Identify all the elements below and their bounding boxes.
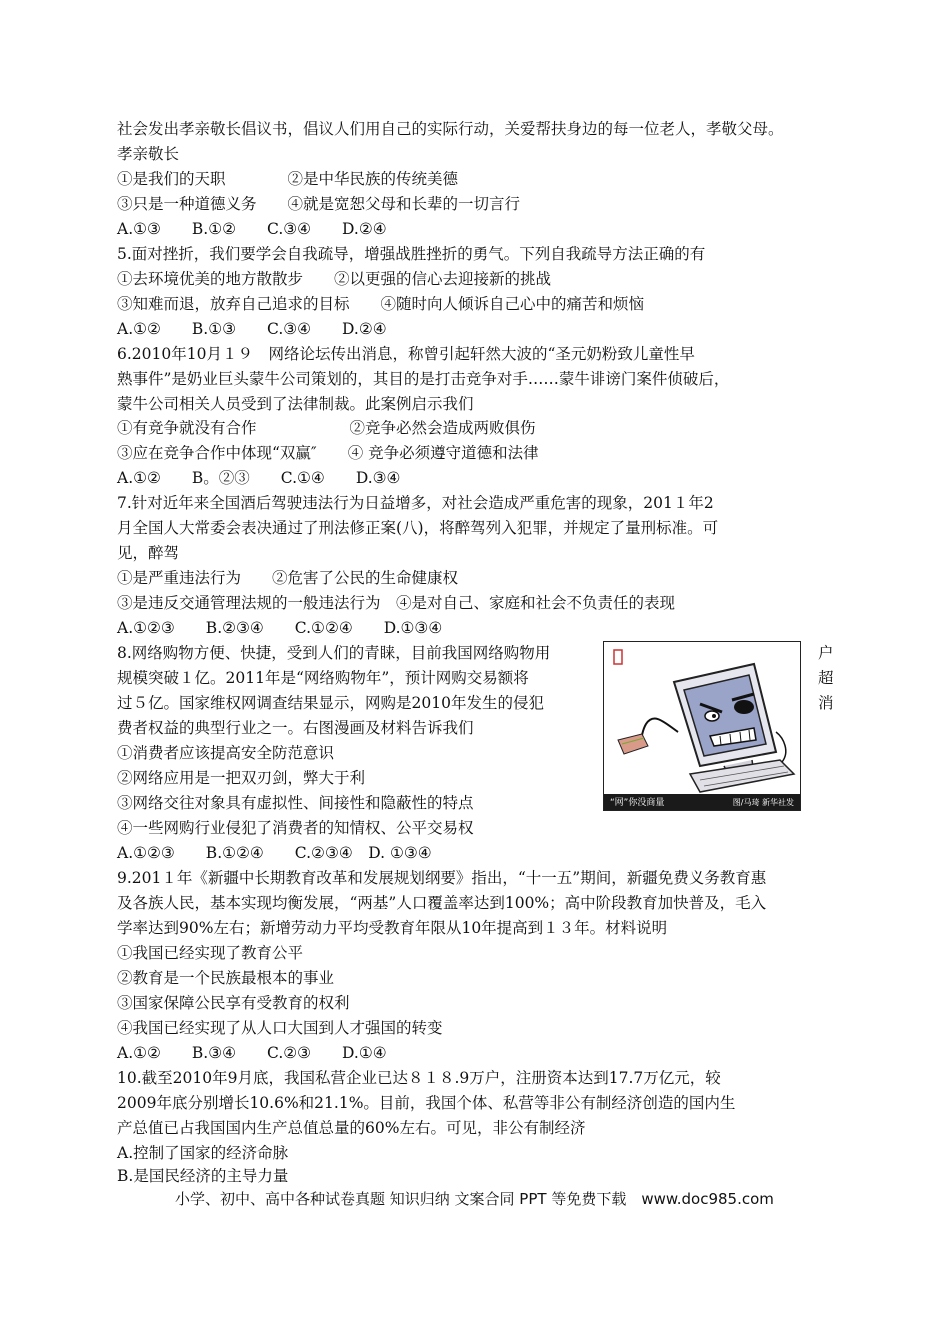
page-footer: 小学、初中、高中各种试卷真题 知识归纳 文案合同 PPT 等免费下载 www.doc985.com bbox=[175, 1190, 774, 1208]
text-line: 学率达到90%左右；新增劳动力平均受教育年限从10年提高到１３年。材料说明 bbox=[117, 919, 668, 937]
wrapped-char: 户 bbox=[818, 644, 834, 662]
text-line: 产总值已占我国国内生产总值总量的60%左右。可见，非公有制经济 bbox=[117, 1119, 586, 1137]
question-9: 9.201１年《新疆中长期教育改革和发展规划纲要》指出，“十一五”期间，新疆免费义务教育惠 bbox=[117, 869, 767, 887]
option-line: ②网络应用是一把双刃剑，弊大于利 bbox=[117, 769, 366, 787]
option-line: ④我国已经实现了从人口大国到人才强国的转变 bbox=[117, 1019, 443, 1037]
text-line: 熟事件”是奶业巨头蒙牛公司策划的，其目的是打击竞争对手……蒙牛诽谤门案件侦破后， bbox=[117, 370, 730, 388]
option-line: ②教育是一个民族最根本的事业 bbox=[117, 969, 335, 987]
cartoon-caption: “网”你没商量 bbox=[610, 798, 665, 808]
option-line: ③知难而退，放弃自己追求的目标 ④随时向人倾诉自己心中的痛苦和烦恼 bbox=[117, 295, 645, 313]
text-line: 规模突破１亿。2011年是“网络购物年”，预计网购交易额将 bbox=[117, 669, 529, 687]
wrapped-char: 消 bbox=[818, 694, 834, 712]
question-8: 8.网络购物方便、快捷，受到人们的青睐，目前我国网络购物用 bbox=[117, 644, 551, 662]
cartoon-caption-bar bbox=[604, 794, 800, 810]
text-line: 及各族人民，基本实现均衡发展，“两基”人口覆盖率达到100%；高中阶段教育加快普及，毛入 bbox=[117, 894, 767, 912]
option-line: B.是国民经济的主导力量 bbox=[117, 1167, 289, 1185]
option-line: ③应在竞争合作中体现“双赢″ ④ 竞争必须遵守道德和法律 bbox=[117, 444, 539, 462]
answer-choices: A.①②③ B.②③④ C.①②④ D.①③④ bbox=[117, 619, 443, 637]
option-line: ③网络交往对象具有虚拟性、间接性和隐蔽性的特点 bbox=[117, 794, 474, 812]
option-line: ①消费者应该提高安全防范意识 bbox=[117, 744, 335, 762]
question-5: 5.面对挫折，我们要学会自我疏导，增强战胜挫折的勇气。下列自我疏导方法正确的有 bbox=[117, 245, 706, 263]
option-line: ①我国已经实现了教育公平 bbox=[117, 944, 304, 962]
answer-choices: A.①③ B.①② C.③④ D.②④ bbox=[117, 220, 387, 238]
text-line: 见，醉驾 bbox=[117, 544, 180, 562]
text-line: 月全国人大常委会表决通过了刑法修正案(八)，将醉驾列入犯罪，并规定了量刑标准。可 bbox=[117, 519, 719, 537]
option-line: ①是严重违法行为 ②危害了公民的生命健康权 bbox=[117, 569, 459, 587]
option-line: A.控制了国家的经济命脉 bbox=[117, 1144, 289, 1162]
cartoon-credit: 图/马琦 新华社发 bbox=[732, 798, 794, 807]
option-line: ③是违反交通管理法规的一般违法行为 ④是对自己、家庭和社会不负责任的表现 bbox=[117, 594, 676, 612]
text-line: 孝亲敬长 bbox=[117, 145, 180, 163]
option-line: ③国家保障公民享有受教育的权利 bbox=[117, 994, 350, 1012]
text-line: 费者权益的典型行业之一。右图漫画及材料告诉我们 bbox=[117, 719, 474, 737]
evil-computer-illustration bbox=[604, 642, 800, 794]
option-line: ③只是一种道德义务 ④就是宽恕父母和长辈的一切言行 bbox=[117, 195, 521, 213]
question-10: 10.截至2010年9月底，我国私营企业已达８１８.9万户，注册资本达到17.7万亿元，较 bbox=[117, 1069, 721, 1087]
wrapped-char: 超 bbox=[818, 669, 834, 687]
answer-choices: A.①② B.③④ C.②③ D.①④ bbox=[117, 1044, 387, 1062]
cartoon-image bbox=[603, 641, 801, 811]
text-line: 2009年底分别增长10.6%和21.1%。目前，我国个体、私营等非公有制经济创造的国内生 bbox=[117, 1094, 736, 1112]
option-line: ①是我们的天职 ②是中华民族的传统美德 bbox=[117, 170, 459, 188]
answer-choices: A.①② B。②③ C.①④ D.③④ bbox=[117, 469, 401, 487]
text-line: 过５亿。国家维权网调查结果显示，网购是2010年发生的侵犯 bbox=[117, 694, 544, 712]
option-line: ①去环境优美的地方散散步 ②以更强的信心去迎接新的挑战 bbox=[117, 270, 552, 288]
text-line: 蒙牛公司相关人员受到了法律制裁。此案例启示我们 bbox=[117, 395, 474, 413]
answer-choices: A.①② B.①③ C.③④ D.②④ bbox=[117, 320, 387, 338]
question-6: 6.2010年10月１９ 网络论坛传出消息，称曾引起轩然大波的“圣元奶粉致儿童性早 bbox=[117, 345, 695, 363]
option-line: ①有竞争就没有合作 ②竞争必然会造成两败俱伤 bbox=[117, 419, 536, 437]
text-line: 社会发出孝亲敬长倡议书，倡议人们用自己的实际行动，关爱帮扶身边的每一位老人，孝敬父母。 bbox=[117, 120, 784, 138]
question-7: 7.针对近年来全国酒后驾驶违法行为日益增多，对社会造成严重危害的现象，201１年2 bbox=[117, 494, 714, 512]
answer-choices: A.①②③ B.①②④ C.②③④ D. ①③④ bbox=[117, 844, 432, 862]
option-line: ④一些网购行业侵犯了消费者的知情权、公平交易权 bbox=[117, 819, 474, 837]
